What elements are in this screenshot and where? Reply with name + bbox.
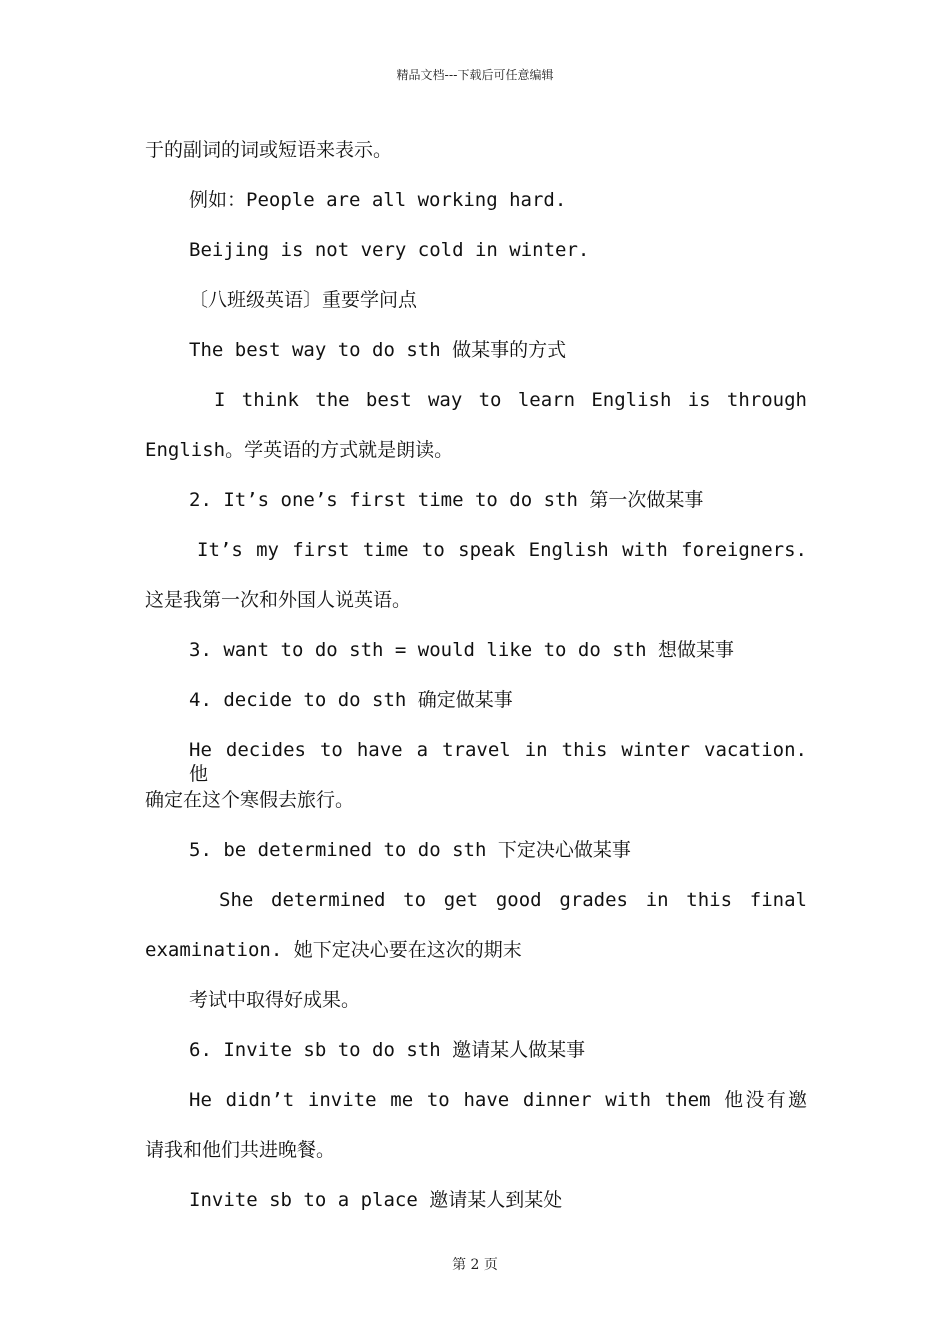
text-line: She determined to get good grades in this final [219, 889, 807, 911]
text-line: Beijing is not very cold in winter. [189, 239, 590, 261]
text-line: It’s my first time to speak English with foreigners. [197, 539, 807, 561]
page-header: 精品文档---下载后可任意编辑 [396, 68, 554, 82]
page-number: 第 2 页 [452, 1257, 498, 1273]
text-line: He didn’t invite me to have dinner with them 他没有邀 [189, 1089, 807, 1111]
text-line: 2. It’s one’s first time to do sth 第一次做某事 [189, 489, 704, 511]
section-heading: 〔八班级英语〕重要学问点 [189, 289, 418, 311]
text-line: 这是我第一次和外国人说英语。 [145, 589, 412, 611]
text-line: He decides to have a travel in this winter vacation. 他 [189, 739, 807, 785]
text-line: examination. 她下定决心要在这次的期末 [145, 939, 522, 961]
text-line: The best way to do sth 做某事的方式 [189, 339, 567, 361]
text-line: 考试中取得好成果。 [189, 989, 361, 1011]
text-line: 6. Invite sb to do sth 邀请某人做某事 [189, 1039, 586, 1061]
text-line: 请我和他们共进晚餐。 [145, 1139, 336, 1161]
text-line: English。学英语的方式就是朗读。 [145, 439, 454, 461]
text-line: 3. want to do sth = would like to do sth 想做某事 [189, 639, 734, 661]
text-line: 于的副词的词或短语来表示。 [145, 139, 393, 161]
text-line: 例如：People are all working hard. [189, 189, 567, 211]
text-line: 4. decide to do sth 确定做某事 [189, 689, 513, 711]
text-line: 5. be determined to do sth 下定决心做某事 [189, 839, 631, 861]
text-line: I think the best way to learn English is through [214, 389, 807, 411]
text-line: 确定在这个寒假去旅行。 [145, 789, 355, 811]
text-line: Invite sb to a place 邀请某人到某处 [189, 1189, 563, 1211]
